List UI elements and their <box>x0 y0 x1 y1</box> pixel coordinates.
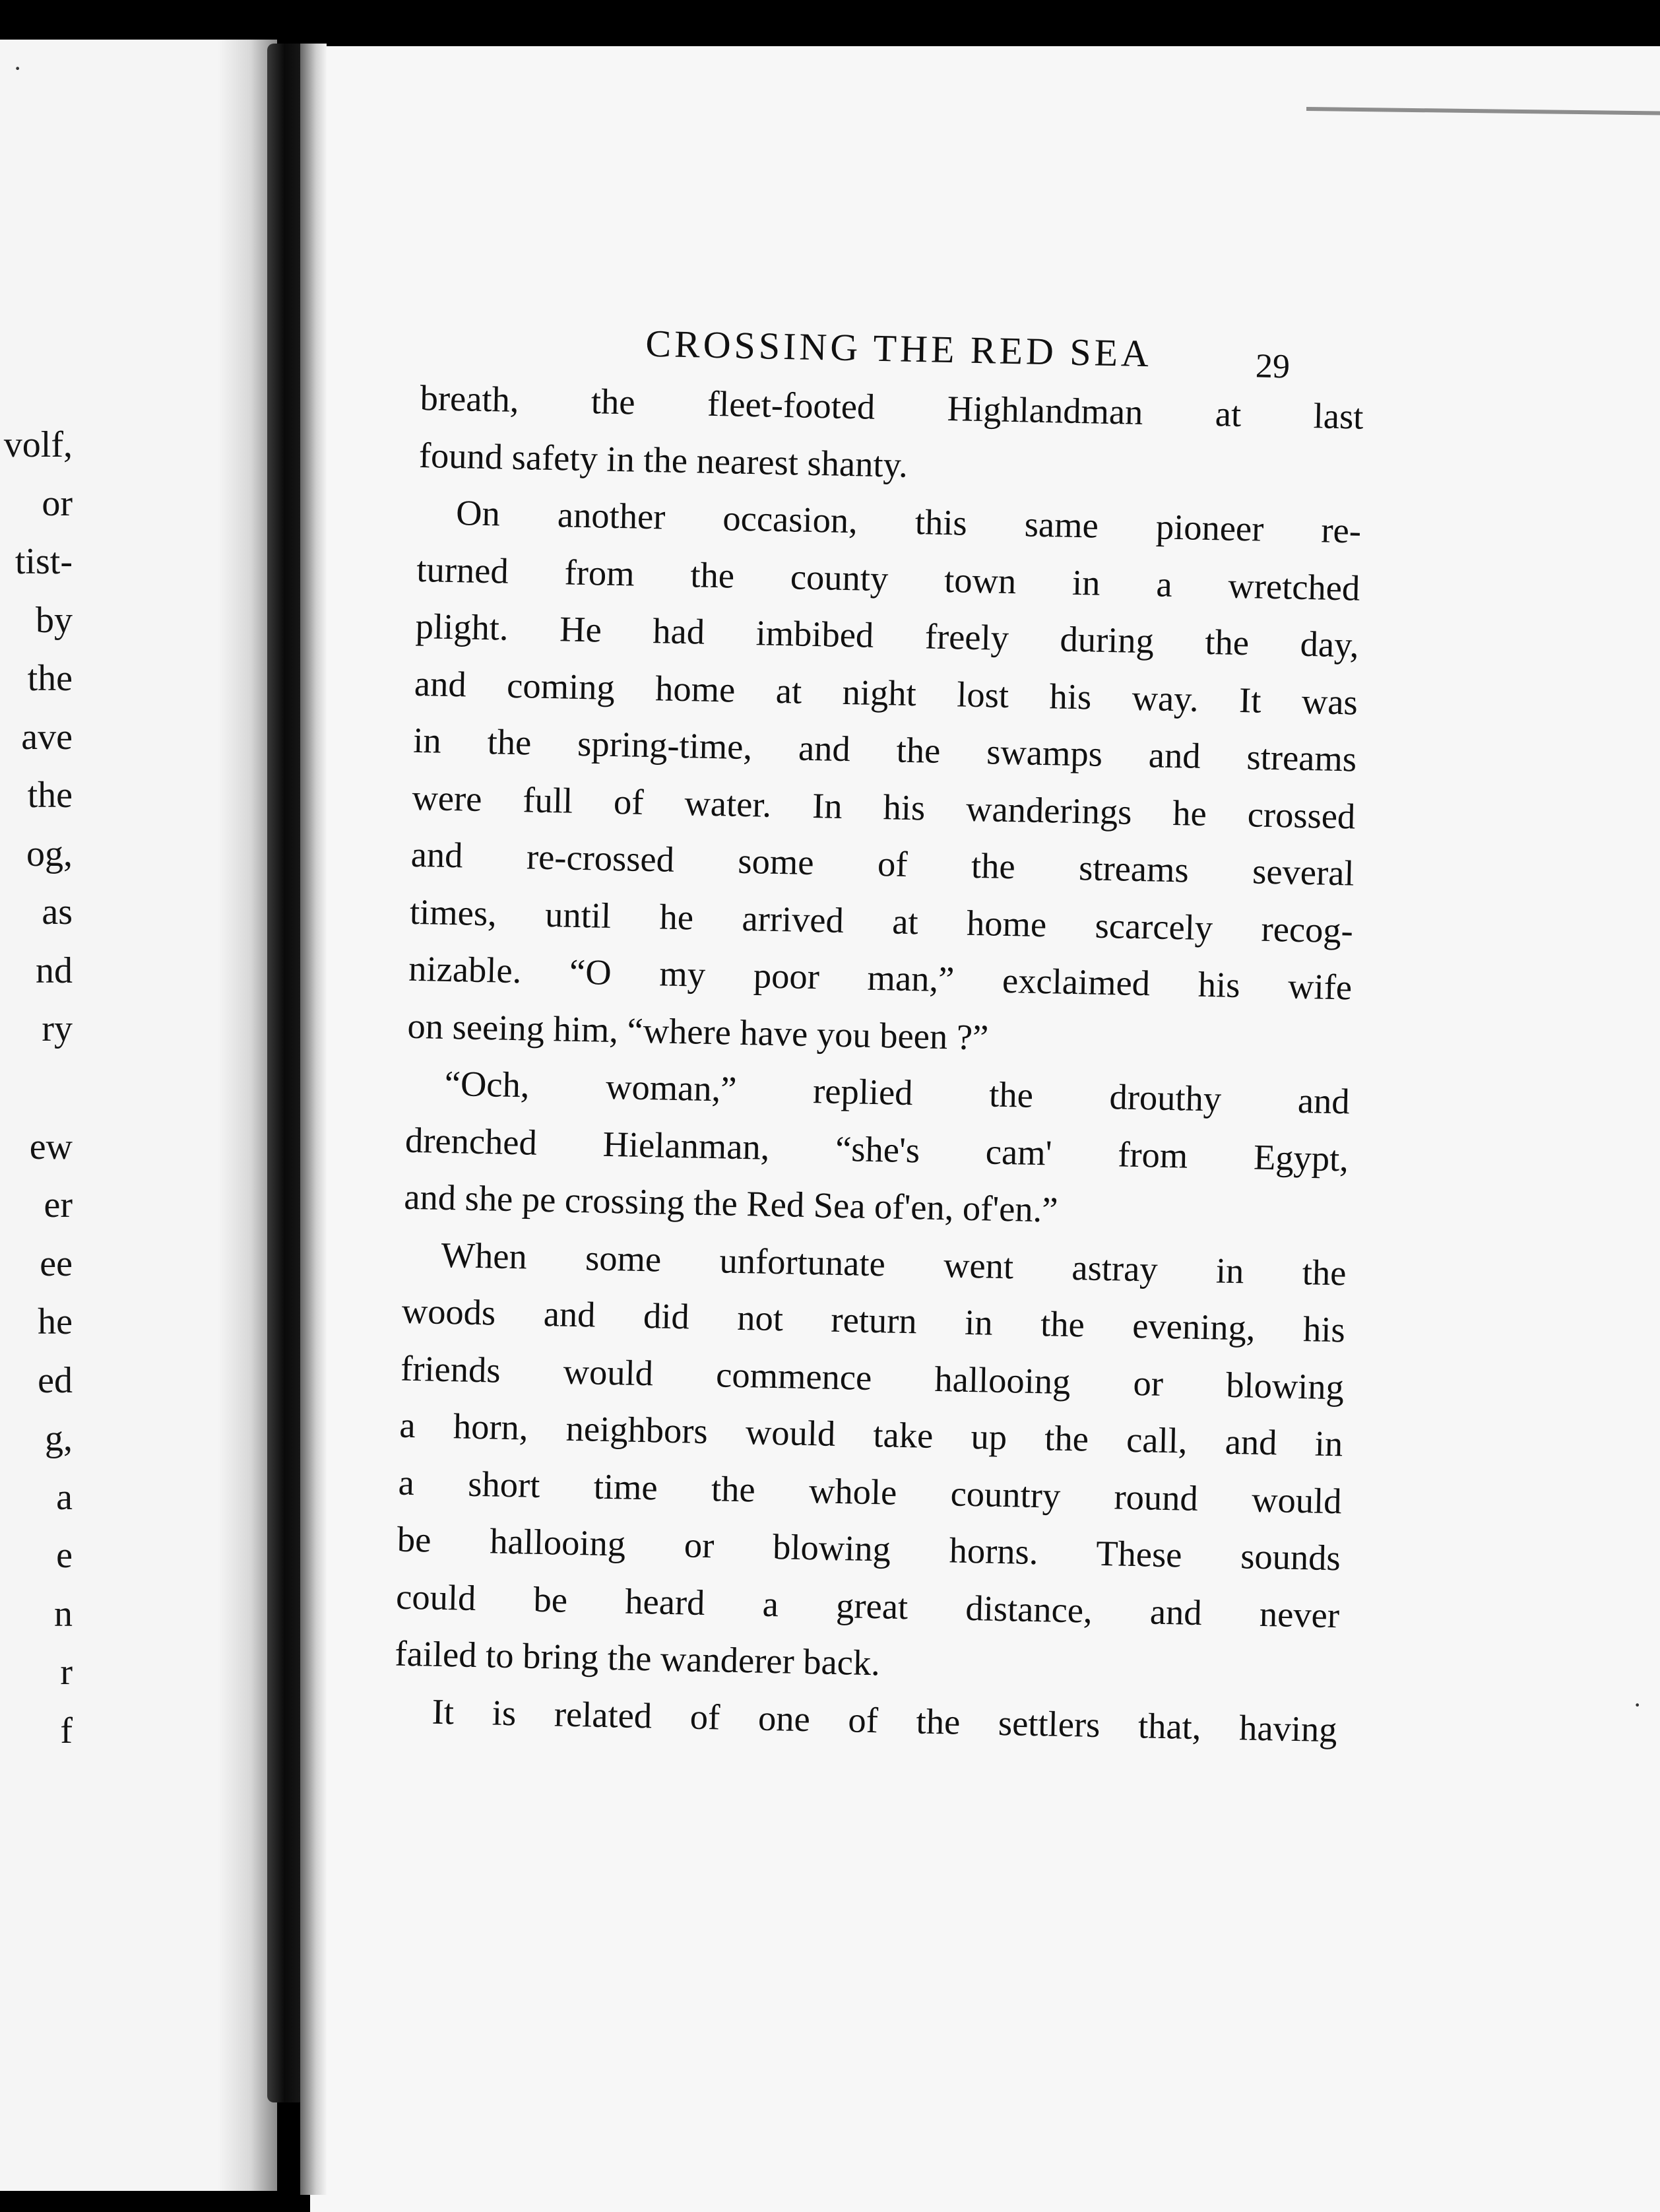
text-line: in the spring-time, and the swamps and streams <box>412 719 1357 779</box>
scan-speck: · <box>13 53 22 83</box>
text-line: It is related of one of the settlers that, having <box>431 1691 1338 1749</box>
left-fragment: r <box>60 1652 73 1693</box>
spine-shadow <box>300 44 327 2195</box>
left-fragment: tist- <box>15 541 73 582</box>
text-line: On another occasion, this same pioneer re- <box>455 492 1362 551</box>
left-fragment: ee <box>40 1243 73 1284</box>
text-line: turned from the county town in a wretched <box>416 548 1360 608</box>
page-number: 29 <box>1255 347 1291 386</box>
text-line: on seeing him, “where have you been ?” <box>407 1005 989 1057</box>
text-line: found safety in the nearest shanty. <box>418 434 909 485</box>
body-text <box>393 370 1364 1758</box>
left-fragment: or <box>42 482 73 524</box>
left-fragment: the <box>27 658 73 699</box>
left-fragment: ave <box>21 716 73 758</box>
paragraph-2 <box>407 484 1362 1074</box>
left-page-text-fragments <box>0 416 73 1760</box>
text-line: friends would commence hallooing or blowing <box>400 1348 1345 1407</box>
right-page-content <box>393 290 1366 1758</box>
text-line: and she pe crossing the Red Sea of'en, of'en.” <box>403 1176 1059 1230</box>
text-line: woods and did not return in the evening, his <box>401 1290 1346 1350</box>
left-fragment: g, <box>45 1418 73 1459</box>
left-paragraph-gap <box>0 1058 73 1118</box>
left-fragment: nd <box>36 950 73 991</box>
running-title: CROSSING THE RED SEA <box>645 321 1153 375</box>
left-fragment: ed <box>38 1359 73 1401</box>
text-line: and coming home at night lost his way. It was <box>414 663 1358 723</box>
page-edge-line <box>1306 107 1660 119</box>
left-fragment: ry <box>42 1008 73 1049</box>
left-fragment: ew <box>29 1126 73 1167</box>
text-line: drenched Hielanman, “she's cam' from Egypt, <box>404 1119 1349 1179</box>
left-fragment: a <box>56 1476 73 1518</box>
text-line: a horn, neighbors would take up the call, and in <box>399 1404 1343 1464</box>
text-line: plight. He had imbibed freely during the day, <box>415 605 1360 665</box>
text-line: could be heard a great distance, and never <box>395 1576 1340 1635</box>
left-fragment: n <box>54 1593 73 1635</box>
text-line: and re-crossed some of the streams several <box>410 833 1355 894</box>
text-line: times, until he arrived at home scarcely recog- <box>409 891 1354 951</box>
left-fragment: by <box>36 599 73 641</box>
left-fragment: er <box>44 1185 73 1225</box>
text-line: failed to bring the wanderer back. <box>394 1633 881 1683</box>
left-fragment: f <box>60 1710 73 1751</box>
paragraph-1 <box>418 370 1364 503</box>
left-fragment: he <box>38 1301 73 1342</box>
text-line: nizable. “O my poor man,” exclaimed his wife <box>408 948 1353 1008</box>
left-fragment: volf, <box>3 424 73 465</box>
scan-speck: · <box>1633 1690 1642 1720</box>
text-line: “Och, woman,” replied the drouthy and <box>444 1062 1351 1122</box>
text-line: were full of water. In his wanderings he crossed <box>411 777 1356 837</box>
text-line: a short time the whole country round would <box>398 1462 1343 1521</box>
left-fragment: e <box>56 1535 73 1576</box>
text-line: be hallooing or blowing horns. These sounds <box>397 1518 1341 1578</box>
left-fragment: the <box>27 775 73 816</box>
paragraph-4 <box>395 1225 1347 1701</box>
text-line: breath, the fleet-footed Highlandman at last <box>420 377 1364 437</box>
left-fragment: og, <box>26 833 73 874</box>
left-fragment: as <box>42 892 73 932</box>
paragraph-3 <box>404 1055 1351 1245</box>
text-line: When some unfortunate went astray in the <box>441 1234 1347 1293</box>
